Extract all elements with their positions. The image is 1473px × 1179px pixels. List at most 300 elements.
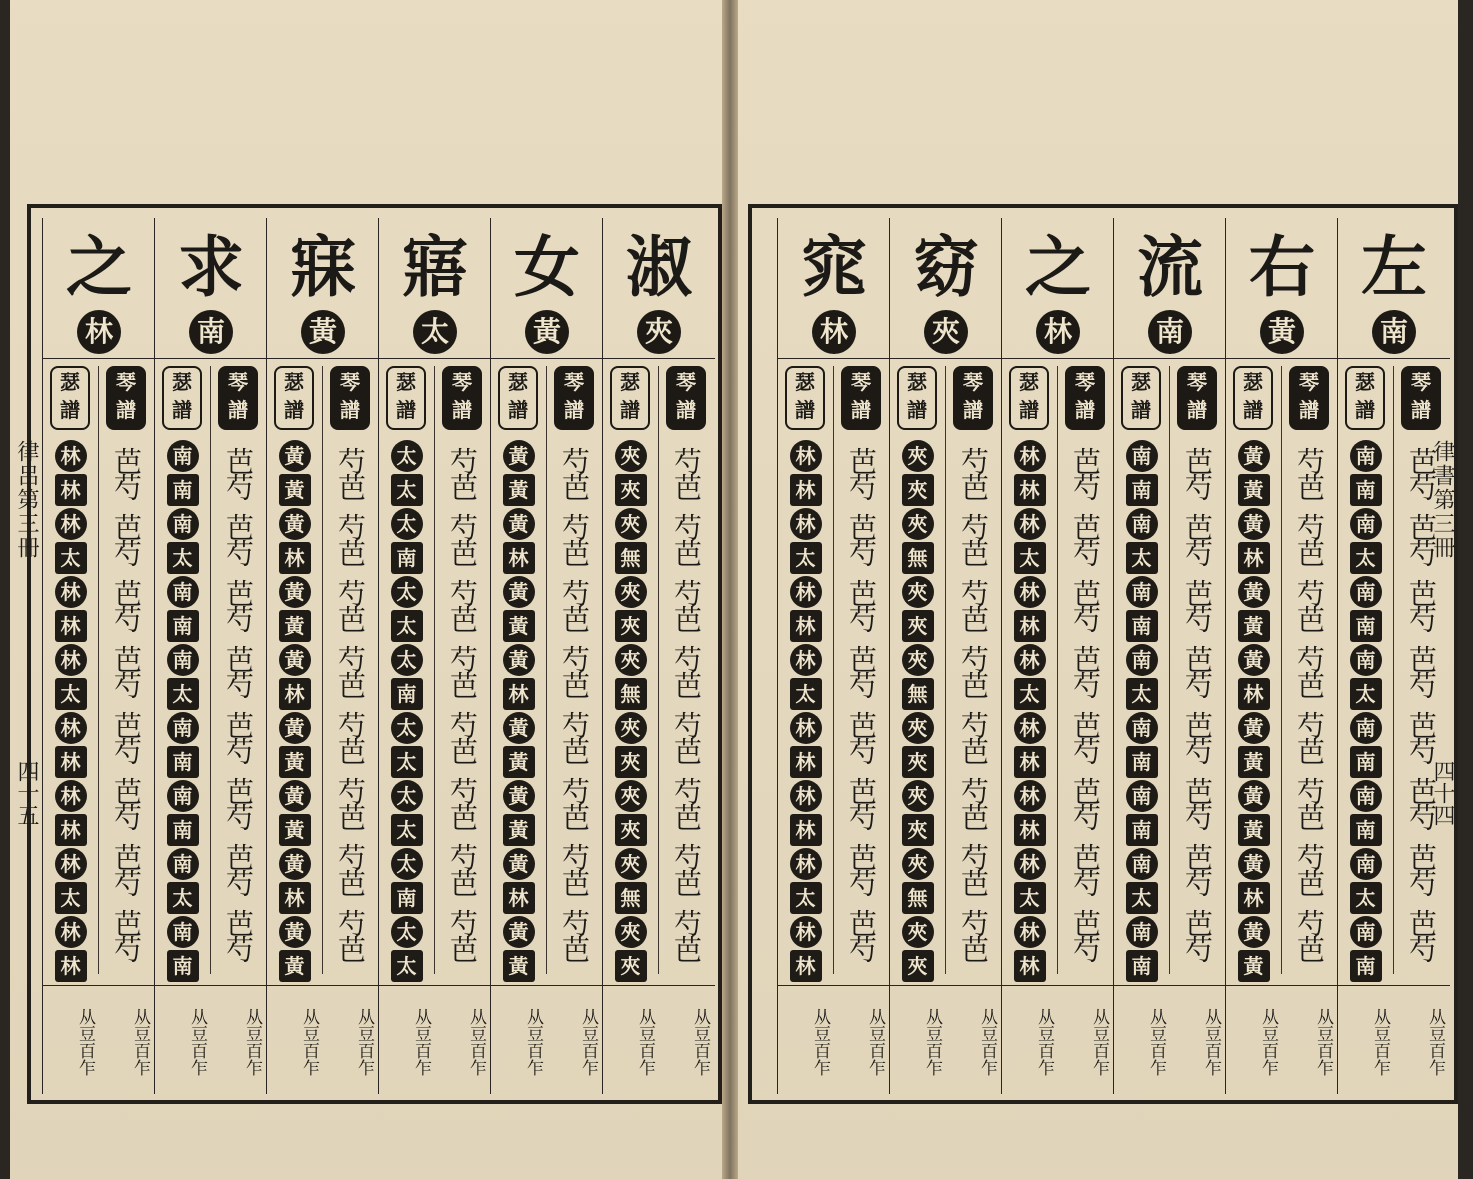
qin-footer-marking: 从豆百乍 xyxy=(242,1008,262,1076)
qin-fingering: 芭芍 xyxy=(1181,909,1214,961)
se-note: 黃 xyxy=(279,950,311,982)
se-note: 林 xyxy=(1014,950,1046,982)
lyric-column xyxy=(154,218,267,1094)
qin-fingering: 芭芍 xyxy=(845,447,878,499)
se-note: 太 xyxy=(167,678,199,710)
se-note: 太 xyxy=(1014,542,1046,574)
se-footer-marking: 从豆百乍 xyxy=(187,1008,207,1076)
se-note: 林 xyxy=(790,848,822,880)
se-tablature xyxy=(155,366,210,978)
qin-score-label: 琴譜 xyxy=(442,366,482,430)
column-footer xyxy=(267,985,379,1086)
se-note: 夾 xyxy=(615,814,647,846)
se-note: 太 xyxy=(790,542,822,574)
right-margin-title: 律書第三冊 xyxy=(1430,440,1455,560)
se-note: 太 xyxy=(55,678,87,710)
qin-fingering: 芭芍 xyxy=(222,645,255,697)
se-tablature xyxy=(379,366,434,978)
se-note: 黃 xyxy=(503,576,535,608)
se-note: 太 xyxy=(1014,678,1046,710)
se-note: 林 xyxy=(55,746,87,778)
se-note: 林 xyxy=(55,916,87,948)
qin-fingering: 芭芍 xyxy=(1181,579,1214,631)
column-header xyxy=(890,218,1002,359)
se-note: 林 xyxy=(55,440,87,472)
se-note: 太 xyxy=(391,848,423,880)
se-note: 南 xyxy=(1350,780,1382,812)
se-note: 南 xyxy=(167,440,199,472)
se-footer-marking: 从豆百乍 xyxy=(411,1008,431,1076)
se-note: 太 xyxy=(391,644,423,676)
qin-fingering: 芍芭 xyxy=(957,513,990,565)
se-note: 林 xyxy=(55,848,87,880)
se-note: 林 xyxy=(55,610,87,642)
qin-fingering: 芭芍 xyxy=(1069,777,1102,829)
se-note: 太 xyxy=(391,576,423,608)
lyric-column xyxy=(378,218,491,1094)
se-note: 南 xyxy=(1350,746,1382,778)
se-note: 夾 xyxy=(615,916,647,948)
se-note: 林 xyxy=(55,780,87,812)
se-score-label: 瑟譜 xyxy=(162,366,202,430)
column-header xyxy=(267,218,379,359)
se-note: 南 xyxy=(1126,746,1158,778)
se-note: 林 xyxy=(790,474,822,506)
column-header xyxy=(379,218,491,359)
column-header xyxy=(43,218,155,359)
lyric-character: 左 xyxy=(1361,228,1427,306)
qin-fingering: 芭芍 xyxy=(1405,579,1438,631)
se-note: 林 xyxy=(55,474,87,506)
se-note: 林 xyxy=(790,950,822,982)
se-note: 太 xyxy=(391,950,423,982)
se-note: 無 xyxy=(902,882,934,914)
qin-fingering: 芍芭 xyxy=(446,843,479,895)
se-footer-marking: 从豆百乍 xyxy=(523,1008,543,1076)
qin-footer-marking: 从豆百乍 xyxy=(578,1008,598,1076)
se-note: 黃 xyxy=(279,712,311,744)
qin-fingering: 芍芭 xyxy=(558,777,591,829)
qin-fingering: 芍芭 xyxy=(670,447,703,499)
se-note: 黃 xyxy=(1238,950,1270,982)
se-note: 黃 xyxy=(279,746,311,778)
qin-fingering: 芍芭 xyxy=(334,645,367,697)
qin-score-label: 琴譜 xyxy=(106,366,146,430)
qin-fingering: 芭芍 xyxy=(222,843,255,895)
qin-fingering: 芭芍 xyxy=(222,447,255,499)
qin-fingering: 芍芭 xyxy=(1293,447,1326,499)
qin-fingering: 芭芍 xyxy=(1181,777,1214,829)
se-note: 南 xyxy=(167,508,199,540)
se-note: 夾 xyxy=(615,576,647,608)
se-note: 太 xyxy=(391,712,423,744)
se-note: 南 xyxy=(1126,712,1158,744)
lyric-column xyxy=(1113,218,1226,1094)
lyric-character: 求 xyxy=(178,228,244,306)
qin-fingering: 芭芍 xyxy=(1069,579,1102,631)
qin-fingering: 芍芭 xyxy=(957,579,990,631)
qin-fingering: 芍芭 xyxy=(446,447,479,499)
se-note: 太 xyxy=(391,610,423,642)
se-note-list xyxy=(1002,440,1057,984)
qin-tablature xyxy=(546,366,602,974)
qin-footer-marking: 从豆百乍 xyxy=(130,1008,150,1076)
column-footer xyxy=(890,985,1002,1086)
qin-tablature xyxy=(98,366,154,974)
qin-score-label: 琴譜 xyxy=(953,366,993,430)
se-note-list xyxy=(1226,440,1281,984)
se-score-label: 瑟譜 xyxy=(1345,366,1385,430)
se-note: 南 xyxy=(1350,848,1382,880)
se-note: 南 xyxy=(1126,814,1158,846)
se-note: 林 xyxy=(1238,678,1270,710)
se-note: 南 xyxy=(167,712,199,744)
qin-fingering-list xyxy=(211,440,266,968)
se-tablature xyxy=(603,366,658,978)
qin-fingering: 芍芭 xyxy=(446,711,479,763)
se-note: 無 xyxy=(615,678,647,710)
se-note: 夾 xyxy=(902,746,934,778)
se-note: 太 xyxy=(1350,542,1382,574)
se-note: 黃 xyxy=(279,508,311,540)
se-note: 黃 xyxy=(1238,712,1270,744)
qin-fingering: 芍芭 xyxy=(957,777,990,829)
se-note: 南 xyxy=(167,474,199,506)
se-note: 夾 xyxy=(615,848,647,880)
pitch-note-disc: 太 xyxy=(413,310,457,354)
se-note: 黃 xyxy=(1238,440,1270,472)
se-note: 林 xyxy=(790,780,822,812)
qin-tablature xyxy=(322,366,378,974)
se-note: 黃 xyxy=(503,474,535,506)
lyric-column xyxy=(602,218,715,1094)
se-note: 夾 xyxy=(615,610,647,642)
se-note: 夾 xyxy=(902,780,934,812)
qin-fingering-list xyxy=(435,440,490,968)
se-note: 林 xyxy=(790,814,822,846)
qin-fingering: 芭芍 xyxy=(110,711,143,763)
qin-fingering-list xyxy=(323,440,378,968)
se-score-label: 瑟譜 xyxy=(498,366,538,430)
pitch-note-disc: 南 xyxy=(1148,310,1192,354)
right-page-number: 四十四 xyxy=(1430,760,1455,826)
se-note: 林 xyxy=(1014,780,1046,812)
se-note: 林 xyxy=(790,576,822,608)
qin-fingering: 芍芭 xyxy=(1293,645,1326,697)
lyric-column xyxy=(490,218,603,1094)
se-score-label: 瑟譜 xyxy=(1233,366,1273,430)
se-note-list xyxy=(603,440,658,984)
se-tablature xyxy=(890,366,945,978)
qin-fingering: 芭芍 xyxy=(1069,513,1102,565)
lyric-character: 右 xyxy=(1249,228,1315,306)
pitch-note-disc: 黃 xyxy=(301,310,345,354)
qin-fingering: 芍芭 xyxy=(334,447,367,499)
lyric-column xyxy=(266,218,379,1094)
qin-tablature xyxy=(210,366,266,974)
se-note: 林 xyxy=(1014,576,1046,608)
se-note: 南 xyxy=(1350,916,1382,948)
se-score-label: 瑟譜 xyxy=(274,366,314,430)
se-note: 夾 xyxy=(902,576,934,608)
se-note: 太 xyxy=(55,542,87,574)
qin-fingering: 芭芍 xyxy=(1069,447,1102,499)
se-note: 林 xyxy=(1014,508,1046,540)
se-note: 林 xyxy=(1014,440,1046,472)
se-note: 南 xyxy=(167,848,199,880)
se-note: 黃 xyxy=(279,814,311,846)
se-note: 南 xyxy=(1126,610,1158,642)
qin-score-label: 琴譜 xyxy=(330,366,370,430)
column-footer xyxy=(491,985,603,1086)
qin-fingering: 芭芍 xyxy=(110,909,143,961)
se-note: 南 xyxy=(1126,576,1158,608)
se-note: 黃 xyxy=(503,508,535,540)
qin-fingering: 芭芍 xyxy=(1405,711,1438,763)
se-note: 夾 xyxy=(902,916,934,948)
qin-fingering: 芍芭 xyxy=(670,843,703,895)
left-page-number: 四十五 xyxy=(14,760,39,826)
se-note: 黃 xyxy=(503,950,535,982)
lyric-character: 女 xyxy=(514,228,580,306)
column-footer xyxy=(43,985,155,1086)
se-footer-marking: 从豆百乍 xyxy=(810,1008,830,1076)
qin-footer-marking: 从豆百乍 xyxy=(865,1008,885,1076)
lyric-character: 寤 xyxy=(402,228,468,306)
qin-fingering: 芭芍 xyxy=(1181,711,1214,763)
qin-score-label: 琴譜 xyxy=(1177,366,1217,430)
se-note: 黃 xyxy=(1238,746,1270,778)
qin-tablature xyxy=(1057,366,1113,974)
se-note: 南 xyxy=(1350,474,1382,506)
lyric-character: 流 xyxy=(1137,228,1203,306)
qin-fingering: 芍芭 xyxy=(1293,579,1326,631)
column-footer xyxy=(155,985,267,1086)
se-note: 南 xyxy=(1350,644,1382,676)
se-note: 夾 xyxy=(902,508,934,540)
se-note: 夾 xyxy=(615,746,647,778)
qin-fingering: 芍芭 xyxy=(334,843,367,895)
lyric-column xyxy=(777,218,890,1094)
se-note-list xyxy=(1114,440,1169,984)
column-footer xyxy=(1002,985,1114,1086)
qin-fingering: 芍芭 xyxy=(670,777,703,829)
qin-fingering: 芭芍 xyxy=(222,777,255,829)
se-note: 夾 xyxy=(615,644,647,676)
qin-fingering: 芭芍 xyxy=(110,513,143,565)
se-note: 夾 xyxy=(615,950,647,982)
se-note: 林 xyxy=(790,508,822,540)
se-note: 南 xyxy=(1126,848,1158,880)
qin-fingering: 芭芍 xyxy=(110,645,143,697)
pitch-note-disc: 林 xyxy=(812,310,856,354)
se-footer-marking: 从豆百乍 xyxy=(635,1008,655,1076)
column-header xyxy=(491,218,603,359)
se-note: 太 xyxy=(1126,678,1158,710)
column-header xyxy=(1114,218,1226,359)
se-score-label: 瑟譜 xyxy=(50,366,90,430)
se-note: 夾 xyxy=(902,440,934,472)
se-note: 林 xyxy=(55,712,87,744)
se-note: 林 xyxy=(503,678,535,710)
se-note: 黃 xyxy=(1238,916,1270,948)
qin-fingering: 芭芍 xyxy=(1405,447,1438,499)
se-note: 太 xyxy=(1126,882,1158,914)
se-note: 黃 xyxy=(503,440,535,472)
se-note: 黃 xyxy=(279,644,311,676)
qin-fingering: 芍芭 xyxy=(1293,777,1326,829)
se-score-label: 瑟譜 xyxy=(386,366,426,430)
qin-fingering: 芍芭 xyxy=(558,579,591,631)
se-footer-marking: 从豆百乍 xyxy=(1146,1008,1166,1076)
se-note: 黃 xyxy=(1238,644,1270,676)
lyric-character: 窈 xyxy=(913,228,979,306)
column-footer xyxy=(1226,985,1338,1086)
se-note: 黃 xyxy=(503,644,535,676)
column-footer xyxy=(778,985,890,1086)
se-note: 林 xyxy=(790,746,822,778)
pitch-note-disc: 黃 xyxy=(1260,310,1304,354)
se-footer-marking: 从豆百乍 xyxy=(1370,1008,1390,1076)
se-note: 夾 xyxy=(902,814,934,846)
qin-fingering: 芍芭 xyxy=(446,777,479,829)
se-note: 太 xyxy=(391,474,423,506)
qin-score-label: 琴譜 xyxy=(1065,366,1105,430)
se-note: 林 xyxy=(503,542,535,574)
se-note: 太 xyxy=(1350,678,1382,710)
se-footer-marking: 从豆百乍 xyxy=(922,1008,942,1076)
left-score-frame xyxy=(27,204,722,1104)
qin-fingering: 芭芍 xyxy=(845,645,878,697)
qin-fingering: 芭芍 xyxy=(845,711,878,763)
se-score-label: 瑟譜 xyxy=(610,366,650,430)
pitch-note-disc: 夾 xyxy=(924,310,968,354)
se-note: 太 xyxy=(391,814,423,846)
se-note: 太 xyxy=(1014,882,1046,914)
qin-fingering-list xyxy=(659,440,714,968)
se-score-label: 瑟譜 xyxy=(785,366,825,430)
se-note: 夾 xyxy=(615,474,647,506)
column-footer xyxy=(379,985,491,1086)
se-note: 夾 xyxy=(902,644,934,676)
se-note: 南 xyxy=(167,576,199,608)
qin-fingering: 芭芍 xyxy=(845,843,878,895)
se-note-list xyxy=(155,440,210,984)
qin-fingering: 芍芭 xyxy=(1293,711,1326,763)
se-note: 黃 xyxy=(1238,508,1270,540)
qin-fingering: 芍芭 xyxy=(446,579,479,631)
qin-fingering-list xyxy=(547,440,602,968)
qin-fingering: 芭芍 xyxy=(1181,645,1214,697)
qin-tablature xyxy=(658,366,714,974)
se-note: 林 xyxy=(1014,610,1046,642)
se-note: 黃 xyxy=(279,440,311,472)
se-note: 黃 xyxy=(503,780,535,812)
se-footer-marking: 从豆百乍 xyxy=(1258,1008,1278,1076)
qin-fingering-list xyxy=(1170,440,1225,968)
qin-fingering-list xyxy=(1058,440,1113,968)
qin-fingering: 芍芭 xyxy=(957,447,990,499)
lyric-column xyxy=(1225,218,1338,1094)
se-note: 林 xyxy=(1238,882,1270,914)
se-note: 太 xyxy=(391,916,423,948)
qin-fingering: 芭芍 xyxy=(845,777,878,829)
se-tablature xyxy=(267,366,322,978)
qin-fingering: 芭芍 xyxy=(1069,909,1102,961)
lyric-column xyxy=(1001,218,1114,1094)
pitch-note-disc: 林 xyxy=(77,310,121,354)
qin-fingering: 芍芭 xyxy=(957,645,990,697)
se-footer-marking: 从豆百乍 xyxy=(299,1008,319,1076)
se-note: 林 xyxy=(1014,848,1046,880)
se-note: 南 xyxy=(1126,916,1158,948)
qin-tablature xyxy=(434,366,490,974)
qin-fingering: 芍芭 xyxy=(670,645,703,697)
left-margin-title: 律呂第三冊 xyxy=(14,440,39,560)
column-header xyxy=(1002,218,1114,359)
se-note: 夾 xyxy=(902,712,934,744)
qin-fingering: 芭芍 xyxy=(1069,843,1102,895)
qin-fingering: 芍芭 xyxy=(558,711,591,763)
se-note-list xyxy=(778,440,833,984)
se-note: 無 xyxy=(615,882,647,914)
se-note: 黃 xyxy=(279,576,311,608)
se-note: 南 xyxy=(1350,712,1382,744)
se-note: 南 xyxy=(167,610,199,642)
se-note: 林 xyxy=(1014,814,1046,846)
se-note: 林 xyxy=(279,882,311,914)
se-note: 太 xyxy=(391,780,423,812)
qin-fingering: 芍芭 xyxy=(334,711,367,763)
pitch-note-disc: 林 xyxy=(1036,310,1080,354)
qin-fingering: 芍芭 xyxy=(558,645,591,697)
qin-tablature xyxy=(945,366,1001,974)
se-note: 無 xyxy=(615,542,647,574)
se-note-list xyxy=(1338,440,1393,984)
qin-tablature xyxy=(833,366,889,974)
se-note: 太 xyxy=(167,542,199,574)
se-note: 林 xyxy=(790,712,822,744)
se-note: 林 xyxy=(790,440,822,472)
se-note: 林 xyxy=(55,508,87,540)
qin-score-label: 琴譜 xyxy=(666,366,706,430)
qin-footer-marking: 从豆百乍 xyxy=(466,1008,486,1076)
qin-fingering: 芍芭 xyxy=(670,711,703,763)
qin-fingering: 芍芭 xyxy=(1293,909,1326,961)
se-tablature xyxy=(491,366,546,978)
qin-footer-marking: 从豆百乍 xyxy=(1425,1008,1445,1076)
se-note: 黃 xyxy=(503,916,535,948)
se-note: 太 xyxy=(1126,542,1158,574)
se-note: 林 xyxy=(790,610,822,642)
se-note: 黃 xyxy=(503,712,535,744)
se-note-list xyxy=(267,440,322,984)
se-note: 黃 xyxy=(279,474,311,506)
qin-fingering: 芭芍 xyxy=(110,777,143,829)
se-note: 夾 xyxy=(615,508,647,540)
se-note: 南 xyxy=(1126,780,1158,812)
se-note: 林 xyxy=(1238,542,1270,574)
qin-fingering: 芭芍 xyxy=(1069,645,1102,697)
se-score-label: 瑟譜 xyxy=(1009,366,1049,430)
se-note: 南 xyxy=(167,950,199,982)
qin-footer-marking: 从豆百乍 xyxy=(1201,1008,1221,1076)
qin-fingering: 芭芍 xyxy=(222,909,255,961)
se-note: 南 xyxy=(1350,440,1382,472)
qin-fingering: 芭芍 xyxy=(1181,447,1214,499)
se-tablature xyxy=(1338,366,1393,978)
se-note: 太 xyxy=(391,508,423,540)
